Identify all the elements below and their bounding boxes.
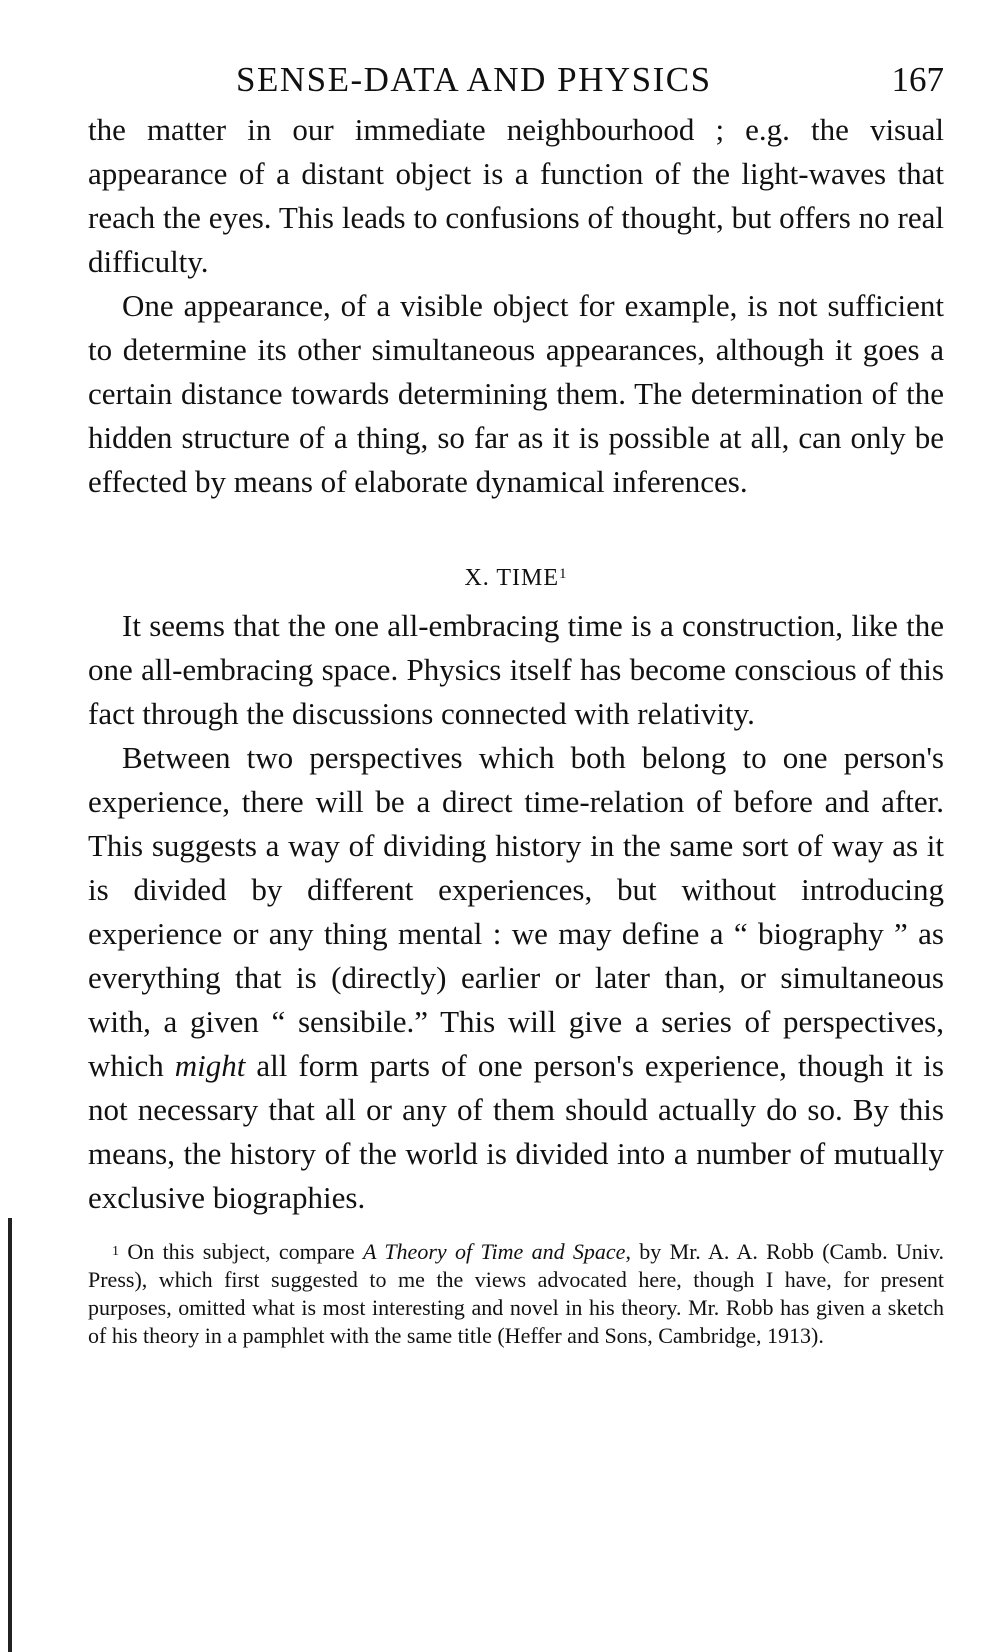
emphasis-text: might [174, 1048, 246, 1083]
footnote-reference: 1 [559, 566, 568, 582]
page-number: 167 [891, 60, 944, 99]
running-title: SENSE-DATA AND PHYSICS [236, 60, 712, 99]
scan-edge-mark [8, 1218, 12, 1652]
footnote-text: , by Mr. A. A. Robb (Camb. Univ. Press), which first suggested to me the views advocated here, though I have, for present purposes, omitted what is most interesting and novel in his theory. Mr. Robb has given a sketch of his theory in a pamphlet with the same title (Heffer and Sons, Cambridge, 1913). [88, 1239, 944, 1348]
footnote-marker: 1 [112, 1244, 119, 1259]
paragraph: It seems that the one all-embracing time is a construction, like the one all-embracing space. Physics itself has become conscious of this fact through the discussions connected with relativity. [88, 608, 944, 731]
footnote-book-title: A Theory of Time and Space [362, 1239, 626, 1264]
book-page [88, 54, 944, 1350]
paragraph-text: all form parts of one person's experience, though it is not necessary that all or any of them should actually do so. By this means, the history of the world is divided into a number of mutually exclusive biographies. [88, 1048, 944, 1215]
body-text [88, 108, 944, 1220]
paragraph-text: Between two perspectives which both belong to one person's experience, there will be a direct time-relation of before and after. This suggests a way of dividing history in the same sort of way as it is divided by different experiences, but without introducing experience or any thing mental : we may define a “ biography ” as everything that is (directly) earlier or later than, or simultaneous with, a given “ sensibile.” This will give a series of perspectives, which [88, 740, 944, 1083]
paragraph-continuation: the matter in our immediate neighbourhood ; e.g. the visual appearance of a distant object is a function of the light-waves that reach the eyes. This leads to confusions of thought, but offers no real difficulty. [88, 112, 944, 279]
running-head [88, 54, 944, 108]
footnote [88, 1238, 944, 1350]
paragraph [88, 736, 944, 1220]
section-title: X. TIME [464, 565, 560, 591]
footnote-text: On this subject, compare [119, 1239, 363, 1264]
section-heading [88, 556, 944, 591]
paragraph: One appearance, of a visible object for example, is not sufficient to determine its other simultaneous appearances, although it goes a certain distance towards determining them. The determination of the hidden structure of a thing, so far as it is possible at all, can only be effected by means of elaborate dynamical inferences. [88, 288, 944, 499]
